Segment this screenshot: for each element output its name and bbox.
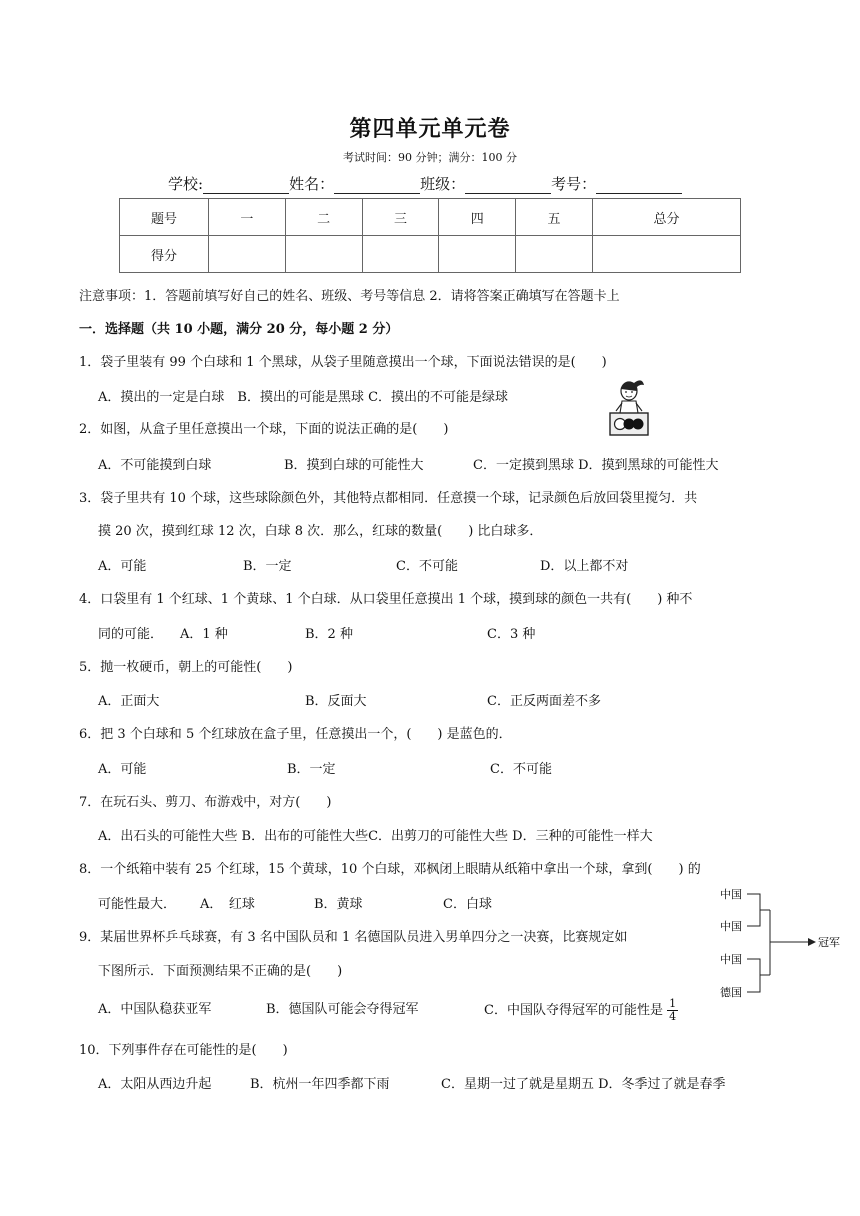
exam-no-label: 考号： [551,175,597,193]
exam-no-blank[interactable] [596,179,682,194]
question-8-option-a: A． 红球 [200,897,255,912]
score-cell[interactable] [362,236,439,273]
question-10-option-a: A．太阳从西边升起 [98,1077,212,1092]
question-2: 2．如图，从盒子里任意摸出一个球，下面的说法正确的是( ) [79,422,449,437]
question-5-option-a: A．正面大 [98,694,160,709]
question-2-option-b: B．摸到白球的可能性大 [284,458,424,473]
notice-text: 注意事项：1．答题前填写好自己的姓名、班级、考号等信息 2．请将答案正确填写在答题卡上 [79,289,620,304]
question-7-options: A．出石头的可能性大些 B．出布的可能性大些C．出剪刀的可能性大些 D．三种的可能性一样大 [98,829,653,844]
header-cell: 二 [285,199,362,236]
page-title: 第四单元单元卷 [349,116,511,142]
question-1: 1．袋子里装有 99 个白球和 1 个黑球，从袋子里随意摸出一个球，下面说法错误的是( ) [79,355,607,370]
exam-subtitle: 考试时间：90 分钟；满分：100 分 [343,151,517,164]
school-blank[interactable] [203,179,289,194]
question-10-option-cd: C．星期一过了就是星期五 D．冬季过了就是春季 [441,1077,726,1092]
question-4-line-2: 同的可能． [98,627,164,642]
question-6: 6．把 3 个白球和 5 个红球放在盒子里，任意摸出一个，( ) 是蓝色的． [79,727,512,742]
bracket-team-4: 德国 [720,986,742,999]
header-cell: 总分 [592,199,740,236]
question-5-option-b: B．反面大 [305,694,367,709]
question-2-option-cd: C．一定摸到黑球 D．摸到黑球的可能性大 [473,458,719,473]
header-cell: 一 [209,199,286,236]
question-9-option-c [484,998,678,1023]
question-7: 7．在玩石头、剪刀、布游戏中，对方( ) [79,795,332,810]
question-6-option-b: B．一定 [287,762,336,777]
header-cell: 五 [516,199,593,236]
one-quarter-fraction [667,998,678,1023]
question-5-option-c: C．正反两面差不多 [487,694,601,709]
question-6-option-c: C．不可能 [490,762,552,777]
question-9-option-c-text: C．中国队夺得冠军的可能性是 [484,1003,663,1018]
question-10: 10．下列事件存在可能性的是( ) [79,1043,288,1058]
question-3-line-1: 3．袋子里共有 10 个球，这些球除颜色外，其他特点都相同．任意摸一个球，记录颜色后放回袋里搅匀．共 [79,491,698,506]
tournament-bracket-diagram [712,880,850,1004]
header-cell: 三 [362,199,439,236]
question-8-line-1: 8．一个纸箱中装有 25 个红球，15 个黄球，10 个白球，邓枫闭上眼睛从纸箱中拿出一个球，拿到( ) 的 [79,862,701,877]
class-blank[interactable] [465,179,551,194]
school-label: 学校: [168,175,204,193]
score-table-header-row [120,199,741,236]
score-table-score-row [120,236,741,273]
fraction-denominator: 4 [669,1010,677,1023]
question-8-option-c: C．白球 [443,897,492,912]
question-9-option-a: A．中国队稳获亚军 [98,1002,212,1017]
score-cell[interactable] [516,236,593,273]
student-info-line [168,173,682,194]
question-3-line-2: 摸 20 次，摸到红球 12 次，白球 8 次．那么，红球的数量( ) 比白球多． [98,524,543,539]
bracket-team-2: 中国 [720,920,742,933]
question-6-option-a: A．可能 [98,762,147,777]
girl-with-ball-box-illustration [604,379,654,439]
fraction-numerator: 1 [669,997,677,1010]
header-cell: 题号 [120,199,209,236]
score-cell[interactable] [439,236,516,273]
name-blank[interactable] [334,179,420,194]
score-cell[interactable] [285,236,362,273]
question-8-option-b: B．黄球 [314,897,363,912]
question-8-line-2: 可能性最大． [98,897,177,912]
header-cell: 四 [439,199,516,236]
question-5: 5．抛一枚硬币，朝上的可能性( ) [79,660,293,675]
question-3-option-b: B．一定 [243,559,292,574]
bracket-champion-label: 冠军 [818,936,840,949]
question-4-option-c: C．3 种 [487,627,536,642]
score-cell[interactable] [209,236,286,273]
name-label: 姓名： [289,175,335,193]
question-4-option-b: B．2 种 [305,627,353,642]
question-9-line-1: 9．某届世界杯乒乓球赛，有 3 名中国队员和 1 名德国队员进入男单四分之一决赛，比赛规定如 [79,930,628,945]
question-1-options: A．摸出的一定是白球 B．摸出的可能是黑球 C．摸出的不可能是绿球 [98,390,509,405]
question-9-option-b: B．德国队可能会夺得冠军 [266,1002,419,1017]
question-9-line-2: 下图所示．下面预测结果不正确的是( ) [98,964,343,979]
question-3-option-d: D．以上都不对 [540,559,629,574]
question-3-option-c: C．不可能 [396,559,458,574]
score-cell[interactable] [592,236,740,273]
section-heading: 一．选择题（共 10 小题，满分 20 分，每小题 2 分） [79,322,399,337]
question-4-option-a: A．1 种 [180,627,228,642]
question-2-option-a: A．不可能摸到白球 [98,458,212,473]
question-3-option-a: A．可能 [98,559,147,574]
bracket-team-3: 中国 [720,953,742,966]
score-table [119,198,741,273]
class-label: 班级： [420,175,466,193]
bracket-team-1: 中国 [720,888,742,901]
question-10-option-b: B．杭州一年四季都下雨 [250,1077,390,1092]
question-4-line-1: 4．口袋里有 1 个红球、1 个黄球、1 个白球．从口袋里任意摸出 1 个球，摸到球的颜色一共有( ) 种不 [79,592,693,607]
score-row-label: 得分 [120,236,209,273]
